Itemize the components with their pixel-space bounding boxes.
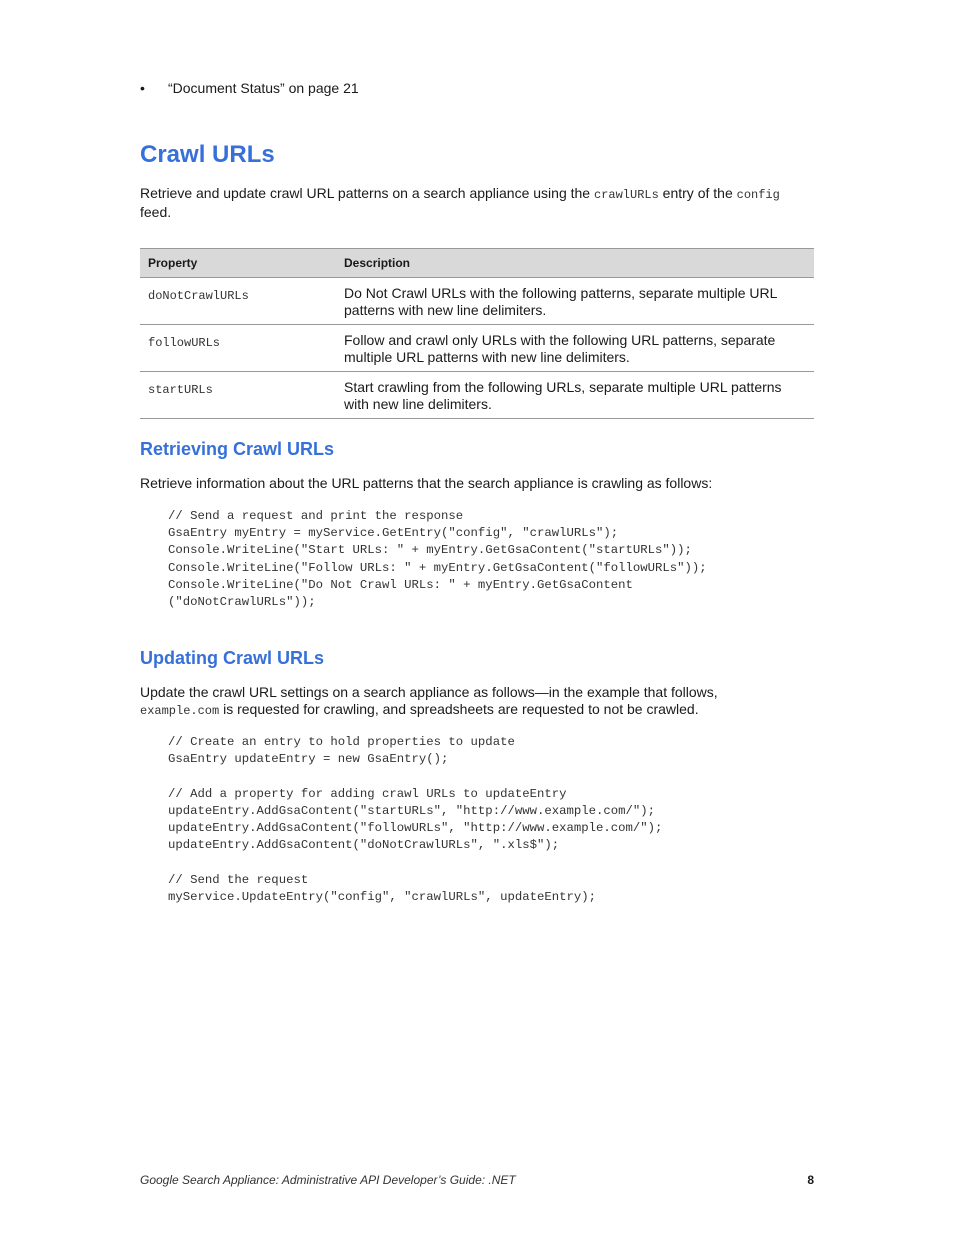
table-header-row [140, 249, 814, 278]
bullet-icon: • [140, 80, 145, 96]
cross-reference-link[interactable]: “Document Status” on page 21 [168, 80, 359, 96]
column-header-property: Property [140, 249, 336, 278]
property-name: followURLs [148, 336, 221, 350]
property-name: doNotCrawlURLs [148, 289, 249, 303]
table-row [140, 372, 814, 419]
section-intro: Retrieve and update crawl URL patterns on a search appliance using the crawlURLs entry of the config feed. [140, 185, 780, 220]
property-description: Follow and crawl only URLs with the following URL patterns, separate multiple URL patterns with new line delimiters. [336, 325, 814, 372]
section-title: Crawl URLs [140, 141, 275, 168]
subsection-title-updating: Updating Crawl URLs [140, 648, 325, 668]
inline-code: config [736, 188, 780, 202]
table-row [140, 325, 814, 372]
property-description: Start crawling from the following URLs, separate multiple URL patterns with new line delimiters. [336, 372, 814, 419]
footer-title: Google Search Appliance: Administrative API Developer’s Guide: .NET [140, 1173, 516, 1187]
column-header-description: Description [336, 249, 814, 278]
code-block-retrieving: // Send a request and print the response GsaEntry myEntry = myService.GetEntry("config", "crawlURLs"); Console.WriteLine("Start URLs: " + myEntry.GetGsaContent("startURLs")); Console.WriteLine("Follow URLs: " + myEntry.GetGsaContent("followURLs")); Console.WriteLine("Do Not Crawl URLs: " + myEntry.GetGsaContent ("doNotCrawlURLs")); [168, 509, 707, 610]
property-name: startURLs [148, 383, 213, 397]
inline-code: example.com [140, 704, 220, 718]
subsection-title-retrieving: Retrieving Crawl URLs [140, 439, 335, 459]
table-row [140, 278, 814, 325]
inline-code: crawlURLs [593, 188, 659, 202]
code-block-updating: // Create an entry to hold properties to update GsaEntry updateEntry = new GsaEntry(); // Add a property for adding crawl URLs to updateEntry updateEntry.AddGsaContent("startURLs", "http://www.example.com/"); updateEntry.AddGsaContent("followURLs", "http://www.example.com/"); updateEntry.AddGsaContent("doNotCrawlURLs", ".xls$"); // Send the request myService.UpdateEntry("config", "crawlURLs", updateEntry); [168, 735, 663, 904]
updating-intro: Update the crawl URL settings on a search appliance as follows—in the example that follows, example.com is requested for crawling, and spreadsheets are requested to not be crawled. [140, 684, 718, 718]
property-table [140, 248, 814, 419]
retrieving-intro: Retrieve information about the URL patterns that the search appliance is crawling as follows: [140, 475, 713, 491]
property-description: Do Not Crawl URLs with the following patterns, separate multiple URL patterns with new line delimiters. [336, 278, 814, 325]
page-number: 8 [807, 1173, 814, 1187]
